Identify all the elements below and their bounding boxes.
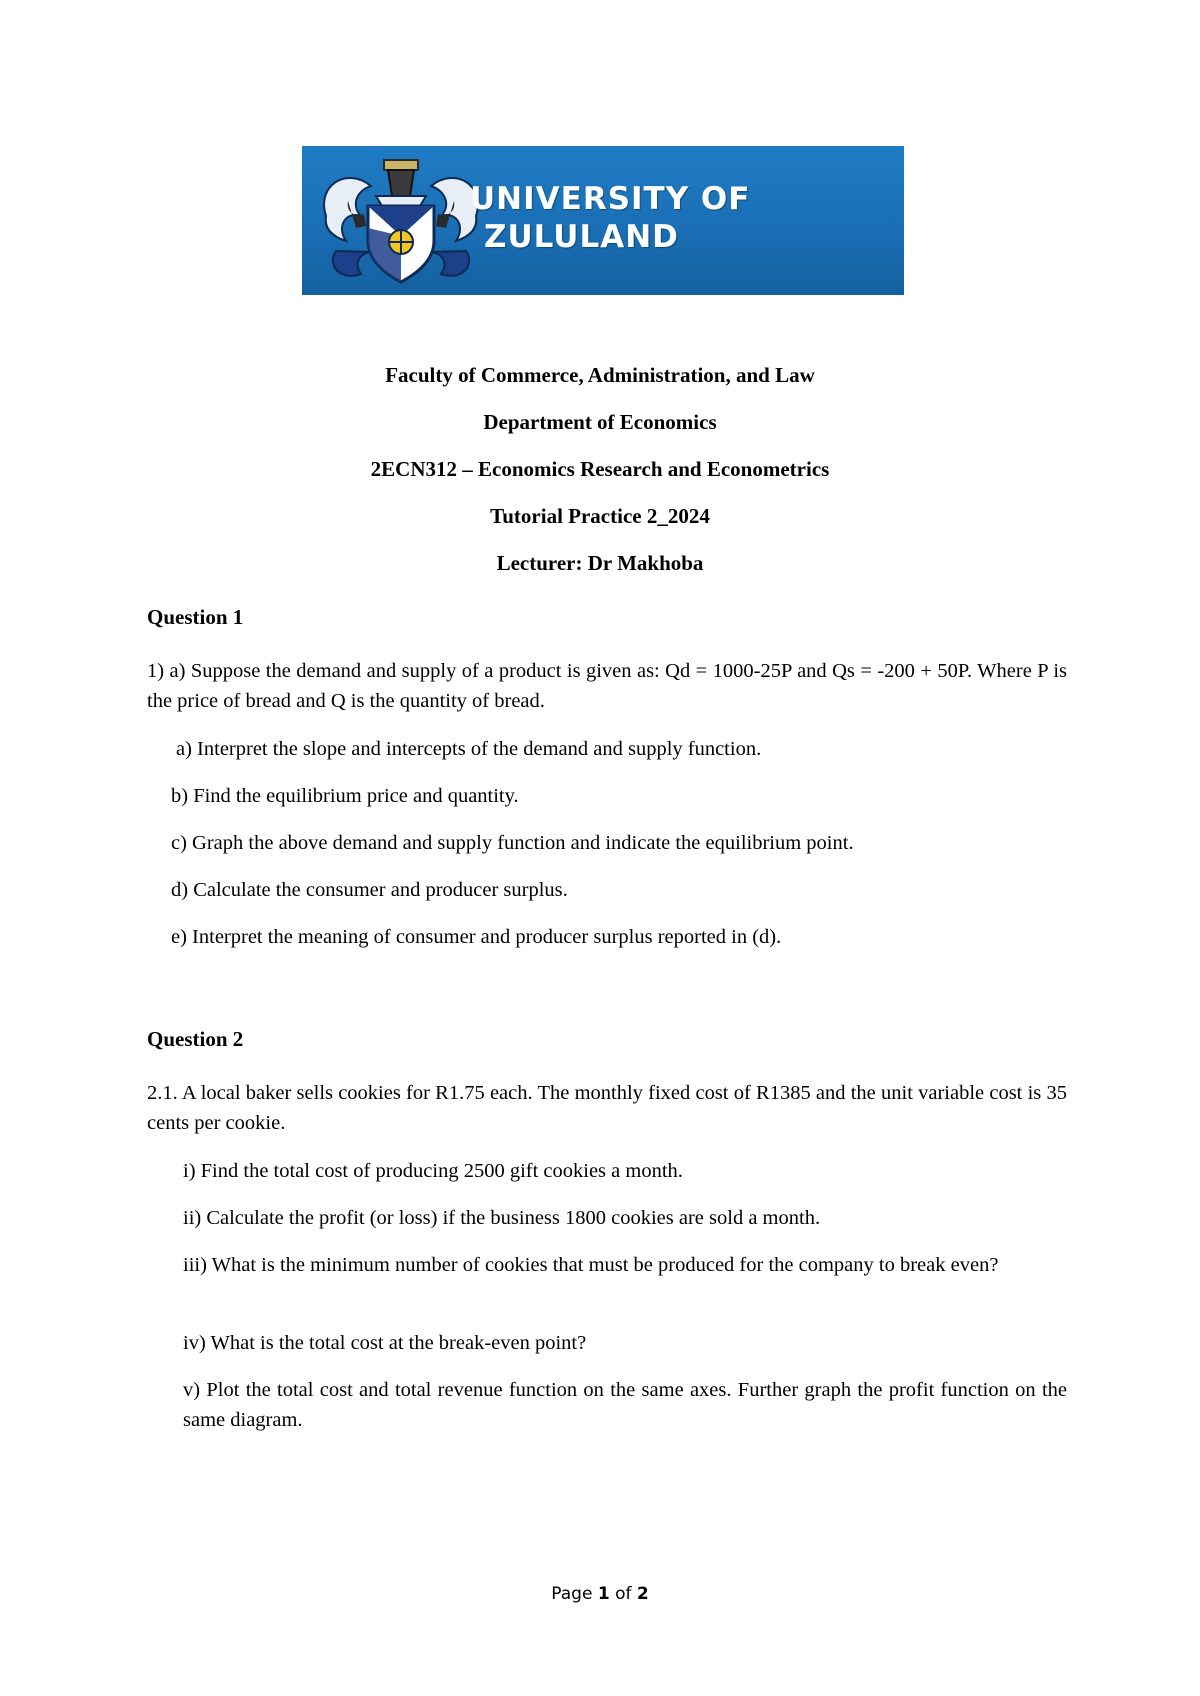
- question-2-part-iii: iii) What is the minimum number of cookies that must be produced for the company to break even?: [183, 1254, 999, 1276]
- question-2-heading: Question 2: [147, 1027, 244, 1051]
- question-2-part-v: v) Plot the total cost and total revenue function on the same axes. Further graph the profit function on the same diagram.: [183, 1379, 1067, 1431]
- question-1-heading: Question 1: [147, 605, 244, 629]
- page-prefix: Page: [551, 1584, 598, 1604]
- faculty-heading: Faculty of Commerce, Administration, and Law: [385, 363, 815, 387]
- question-2-part-iv: iv) What is the total cost at the break-even point?: [183, 1332, 587, 1354]
- question-1-intro: 1) a) Suppose the demand and supply of a product is given as: Qd = 1000-25P and Qs = -200 + 50P. Where P is the price of bread and Q is the quantity of bread.: [147, 660, 1067, 712]
- department-heading: Department of Economics: [483, 410, 717, 434]
- tutorial-heading: Tutorial Practice 2_2024: [490, 504, 710, 528]
- page-current: 1: [597, 1584, 610, 1604]
- banner-line-1: UNIVERSITY OF: [470, 181, 751, 217]
- question-2-part-i: i) Find the total cost of producing 2500 gift cookies a month.: [183, 1160, 683, 1182]
- banner-line-2: ZULULAND: [484, 219, 679, 255]
- page-of: of: [609, 1584, 637, 1604]
- page-number: [0, 1584, 1200, 1604]
- university-banner: [302, 146, 904, 295]
- course-heading: 2ECN312 – Economics Research and Econometrics: [370, 457, 830, 481]
- banner-title: [470, 180, 890, 256]
- page-total: 2: [636, 1584, 649, 1604]
- question-1-part-d: d) Calculate the consumer and producer surplus.: [171, 879, 568, 901]
- question-1-part-b: b) Find the equilibrium price and quantity.: [171, 785, 519, 807]
- question-1-part-a: a) Interpret the slope and intercepts of the demand and supply function.: [176, 738, 762, 760]
- lecturer-heading: Lecturer: Dr Makhoba: [496, 551, 704, 575]
- university-crest-icon: [316, 156, 486, 288]
- question-2-part-ii: ii) Calculate the profit (or loss) if the business 1800 cookies are sold a month.: [183, 1207, 821, 1229]
- question-2-intro: 2.1. A local baker sells cookies for R1.75 each. The monthly fixed cost of R1385 and the unit variable cost is 35 cents per cookie.: [147, 1082, 1067, 1134]
- question-1-part-e: e) Interpret the meaning of consumer and producer surplus reported in (d).: [171, 926, 782, 948]
- question-1-part-c: c) Graph the above demand and supply function and indicate the equilibrium point.: [171, 832, 854, 854]
